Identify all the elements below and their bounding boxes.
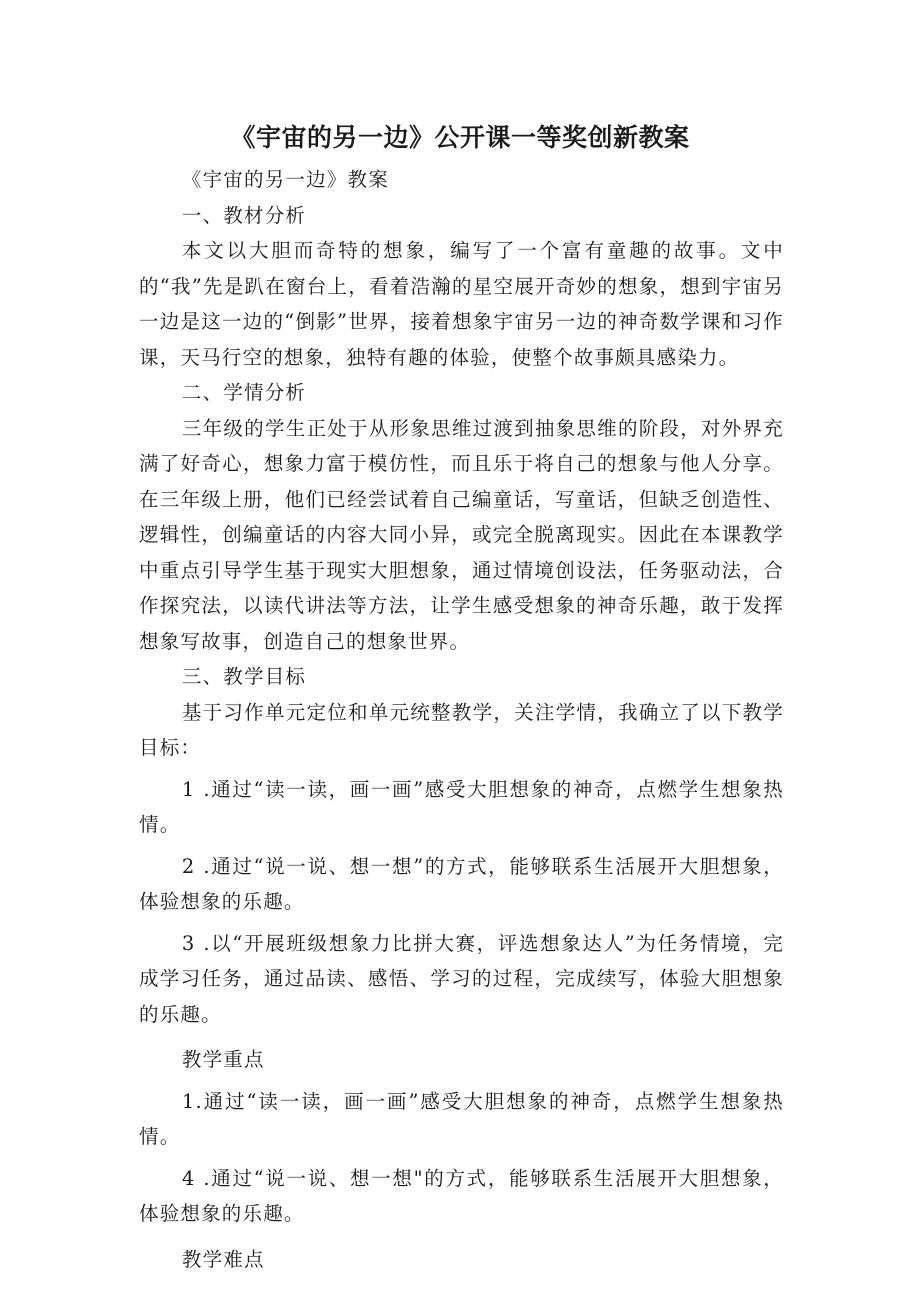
key-point-item-2: 4 .通过“说一说、想一想"的方式，能够联系生活展开大胆想象，体验想象的乐趣。	[139, 1166, 784, 1225]
goal-item-2: 2 .通过“说一说、想一想”的方式，能够联系生活展开大胆想象，体验想象的乐趣。	[139, 854, 784, 913]
goal-item-3: 3 .以“开展班级想象力比拼大赛，评选想象达人”为任务情境，完成学习任务，通过品读、感悟、学习的过程，完成续写，体验大胆想象的乐趣。	[139, 931, 784, 1026]
section-heading-teaching-goals: 三、教学目标	[181, 665, 307, 688]
section-heading-student-analysis: 二、学情分析	[181, 381, 307, 404]
section-heading-key-points: 教学重点	[181, 1048, 265, 1071]
document-body	[139, 162, 784, 1277]
key-point-item-1: 1.通过“读一读，画一画”感受大胆想象的神奇，点燃学生想象热情。	[139, 1089, 784, 1148]
document-subtitle: 《宇宙的另一边》教案	[181, 168, 389, 191]
document-title: 《宇宙的另一边》公开课一等奖创新教案	[230, 123, 690, 152]
paragraph-textbook-analysis: 本文以大胆而奇特的想象，编写了一个富有童趣的故事。文中的“我”先是趴在窗台上，看着浩瀚的星空展开奇妙的想象，想到宇宙另一边是这一边的“倒影”世界，接着想象宇宙另一边的神奇数学课和习作课，天马行空的想象，独特有趣的体验，使整个故事颇具感染力。	[139, 239, 784, 369]
section-heading-textbook-analysis: 一、教材分析	[181, 203, 307, 227]
section-heading-difficult-points: 教学难点	[181, 1247, 265, 1271]
paragraph-student-analysis: 三年级的学生正处于从形象思维过渡到抽象思维的阶段，对外界充满了好奇心，想象力富于模仿性，而且乐于将自己的想象与他人分享。在三年级上册，他们已经尝试着自己编童话，写童话，但缺乏创造性、逻辑性，创编童话的内容大同小异，或完全脱离现实。因此在本课教学中重点引导学生基于现实大胆想象，通过情境创设法，任务驱动法，合作探究法，以读代讲法等方法，让学生感受想象的神奇乐趣，敢于发挥想象写故事，创造自己的想象世界。	[139, 416, 784, 653]
goal-item-1: 1 .通过“读一读，画一画”感受大胆想象的神奇，点燃学生想象热情。	[139, 777, 784, 836]
paragraph-goals-intro: 基于习作单元定位和单元统整教学，关注学情，我确立了以下教学目标：	[139, 700, 784, 759]
